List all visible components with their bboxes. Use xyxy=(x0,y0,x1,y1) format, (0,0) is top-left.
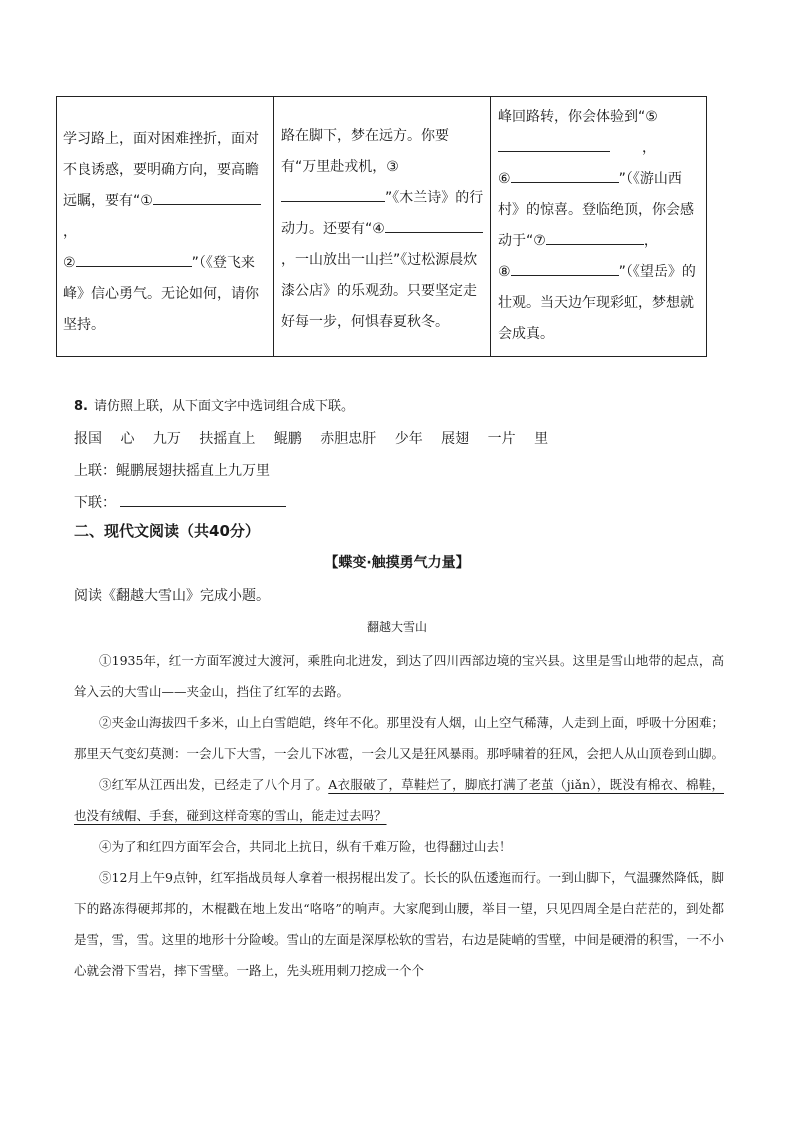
table-cell-3 xyxy=(491,97,706,356)
question-text: 请仿照上联，从下面文字中选词组合成下联。 xyxy=(93,399,354,414)
cell2-text-b: ”《木兰诗》的行动力。还要有“④ xyxy=(281,190,484,237)
article-title: 翻越大雪山 xyxy=(366,620,427,634)
fill-in-table xyxy=(56,96,707,357)
cell3-text-a: 峰回路转，你会体验到“⑤ xyxy=(498,109,658,125)
word-item: 扶摇直上 xyxy=(199,431,256,447)
word-item: 心 xyxy=(120,431,135,447)
blank-8[interactable] xyxy=(511,259,619,276)
paragraph-5: ⑤12月上午9点钟，红军指战员每人拿着一根拐棍出发了。长长的队伍逶迤而行。一到山脚下，气温骤然降低，脚下的路冻得硬邦邦的，木棍戳在地上发出“咯咯”的响声。大家爬到山腰，举目一望，只见四周全是白茫茫的，到处都是雪，雪，雪。这里的地形十分险峻。雪山的左面是深厚松软的雪岩，右边是陡峭的雪壁，中间是硬滑的积雪，一不小心就会滑下雪岩，摔下雪壁。一路上，先头班用刺刀挖成一个个 xyxy=(74,870,725,978)
blank-3[interactable] xyxy=(281,185,385,202)
cell1-marker-2: ② xyxy=(63,255,76,271)
word-item: 里 xyxy=(534,431,549,447)
cell1-comma: ， xyxy=(63,224,77,240)
word-item: 报国 xyxy=(74,431,102,447)
cell3-marker-8: ⑧ xyxy=(498,264,511,280)
unit-title: 【蝶变·触摸勇气力量】 xyxy=(324,555,470,571)
table-cell-1 xyxy=(57,97,274,356)
section-title: 二、现代文阅读（共40分） xyxy=(74,522,260,540)
cell1-text-b: ”（《登飞来峰》信心勇气。无论如何，请你坚持。 xyxy=(63,255,259,333)
reading-instruction: 阅读《翻越大雪山》完成小题。 xyxy=(74,588,270,604)
table-cell-2 xyxy=(274,97,491,356)
cell3-comma-1: ， xyxy=(642,140,656,156)
blank-1[interactable] xyxy=(153,188,261,205)
blank-5[interactable] xyxy=(498,135,610,152)
upper-couplet: 上联：鲲鹏展翅扶摇直上九万里 xyxy=(74,463,270,479)
cell3-text-c: ”（《望岳》的壮观。当天边乍现彩虹，梦想就会成真。 xyxy=(498,264,696,342)
cell3-text-b: ”（《游山西村》的惊喜。登临绝顶，你会感动于“⑦ xyxy=(498,171,694,249)
blank-2[interactable] xyxy=(76,250,192,267)
question-number: 8. xyxy=(74,399,88,414)
paragraph-3-lead: ③红军从江西出发，已经走了八个月了。 xyxy=(99,777,329,792)
blank-4[interactable] xyxy=(385,216,483,233)
cell2-text-c: ，一山放出一山拦”《过松源晨炊漆公店》的乐观劲。只要坚定走好每一步，何惧春夏秋冬。 xyxy=(281,252,478,330)
lower-couplet-answer-blank[interactable] xyxy=(120,490,286,507)
paragraph-1: ①1935年，红一方面军渡过大渡河，乘胜向北进发，到达了四川西部边境的宝兴县。这里是雪山地带的起点，高耸入云的大雪山——夹金山，挡住了红军的去路。 xyxy=(74,653,724,699)
word-bank xyxy=(74,428,562,448)
word-item: 展翅 xyxy=(441,431,470,447)
word-item: 鲲鹏 xyxy=(273,431,302,447)
lower-couplet xyxy=(74,490,286,512)
paragraph-2: ②夹金山海拔四千多米，山上白雪皑皑，终年不化。那里没有人烟，山上空气稀薄，人走到上面，呼吸十分困难；那里天气变幻莫测：一会儿下大雪，一会儿下冰雹，一会儿又是狂风暴雨。那呼啸着的狂风，会把人从山顶卷到山脚。 xyxy=(74,715,725,761)
article-body xyxy=(74,645,724,986)
lower-couplet-label: 下联： xyxy=(74,495,116,511)
question-8-prompt xyxy=(74,395,354,414)
blank-6[interactable] xyxy=(511,166,619,183)
cell1-text-a: 学习路上，面对困难挫折，面对不良诱惑，要明确方向，要高瞻远瞩，要有“① xyxy=(63,131,259,209)
word-item: 一片 xyxy=(487,431,516,447)
cell2-text-a: 路在脚下，梦在远方。你要有“万里赴戎机，③ xyxy=(281,128,449,175)
cell3-marker-6: ⑥ xyxy=(498,171,511,187)
underlined-sentence-a: A衣服破了，草鞋烂了，脚底打满了老茧（jiǎn），既没有棉衣、棉鞋，也没有绒帽、手套，碰到这样奇寒的雪山，能走过去吗？ xyxy=(74,777,724,823)
blank-7[interactable] xyxy=(546,228,644,245)
cell3-comma-2: ， xyxy=(643,233,658,249)
word-item: 九万 xyxy=(152,431,181,447)
paragraph-4: ④为了和红四方面军会合，共同北上抗日，纵有千难万险，也得翻过山去！ xyxy=(99,839,512,854)
word-item: 少年 xyxy=(394,431,423,447)
paragraph-3 xyxy=(74,769,724,831)
word-item: 赤胆忠肝 xyxy=(320,431,377,447)
